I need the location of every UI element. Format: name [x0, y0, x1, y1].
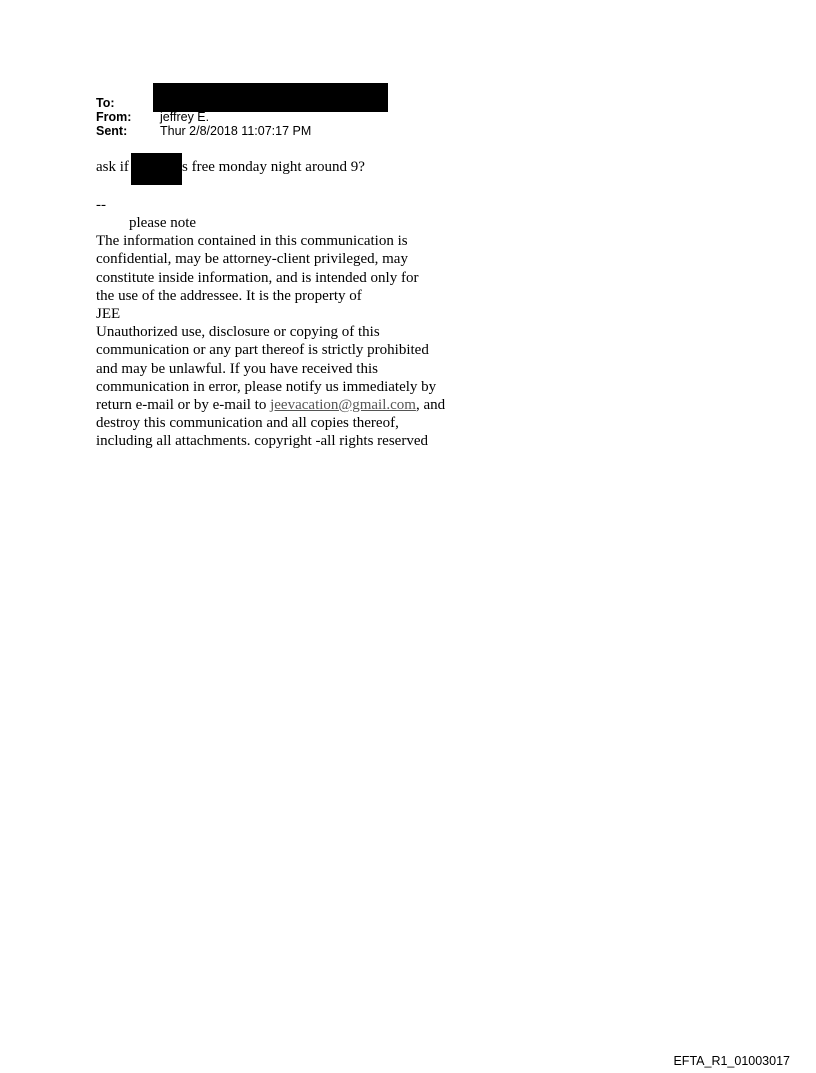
document-id: EFTA_R1_01003017: [673, 1054, 790, 1068]
redaction-box-name: [131, 153, 182, 185]
disclaimer-line: JEE: [96, 305, 121, 322]
disclaimer-line: communication or any part thereof is strictly prohibited: [96, 342, 429, 359]
disclaimer-line: Unauthorized use, disclosure or copying of this: [96, 324, 380, 341]
from-label: From:: [96, 110, 132, 124]
message-line: [96, 158, 496, 178]
message-body: [96, 158, 496, 178]
sent-value: Thur 2/8/2018 11:07:17 PM: [160, 124, 312, 138]
disclaimer-line: confidential, may be attorney-client privileged, may: [96, 251, 408, 268]
disclaimer-line: The information contained in this communication is: [96, 233, 408, 250]
sent-label: Sent:: [96, 124, 128, 138]
disclaimer-line: destroy this communication and all copies thereof,: [96, 415, 399, 432]
from-value: jeffrey E.: [160, 110, 210, 124]
message-suffix: s free monday night around 9?: [182, 159, 365, 175]
signature-separator: --: [96, 197, 106, 213]
disclaimer-line: constitute inside information, and is intended only for: [96, 269, 419, 286]
disclaimer-line: the use of the addressee. It is the property of: [96, 287, 362, 304]
message-prefix: ask if: [96, 159, 129, 175]
redaction-box-recipient: [153, 83, 388, 112]
signature-disclaimer: [96, 214, 445, 450]
return-suffix: , and: [415, 396, 446, 413]
disclaimer-line: including all attachments. copyright -all rights reserved: [96, 433, 428, 450]
return-prefix: return e-mail or by e-mail to: [96, 396, 271, 413]
disclaimer-line: and may be unlawful. If you have received this: [96, 360, 378, 377]
email-link[interactable]: jeevacation@gmail.com: [270, 396, 416, 413]
disclaimer-line-email: [96, 396, 445, 414]
disclaimer-line: communication in error, please notify us immediately by: [96, 378, 437, 395]
to-label: To:: [96, 96, 115, 110]
please-note-line: please note: [129, 215, 197, 231]
